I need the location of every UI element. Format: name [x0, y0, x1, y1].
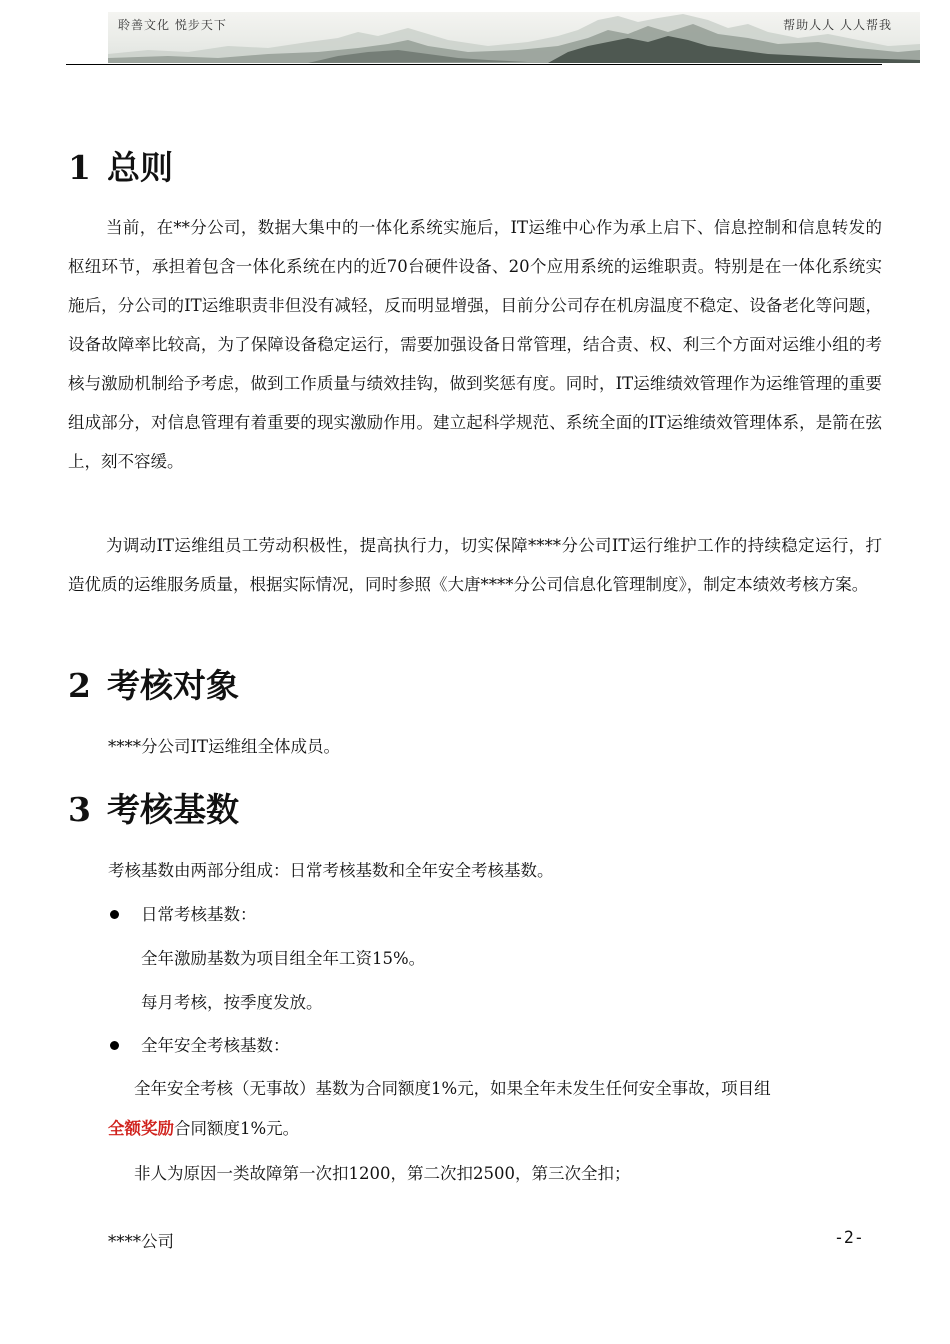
daily-base-line-2: 每月考核，按季度发放。	[141, 993, 323, 1012]
deduction-rule-line: 非人为原因一类故障第一次扣1200，第二次扣2500，第三次全扣；	[134, 1164, 631, 1183]
annual-safety-line-1: 全年安全考核（无事故）基数为合同额度1%元，如果全年未发生任何安全事故，项目组	[134, 1079, 771, 1098]
full-reward-highlight: 全额奖励	[108, 1119, 174, 1138]
banner-left-slogan: 聆善文化 悦步天下	[118, 18, 227, 32]
assessment-target-text: ****分公司IT运维组全体成员。	[108, 737, 341, 756]
section-heading-1	[68, 142, 173, 189]
section-number: 2	[68, 666, 91, 705]
header-banner	[108, 12, 920, 63]
base-intro-text: 考核基数由两部分组成：日常考核基数和全年安全考核基数。	[108, 861, 554, 880]
section-title: 总则	[106, 148, 173, 187]
paragraph-purpose: 为调动IT运维组员工劳动积极性，提高执行力，切实保障****分公司IT运行维护工作的持续稳定运行，打造优质的运维服务质量，根据实际情况，同时参照《大唐****分公司信息化管理制度》，制定本绩效考核方案。	[68, 536, 882, 594]
bullet-icon	[110, 1041, 119, 1050]
section-number: 1	[68, 148, 91, 187]
annual-safety-line-2	[108, 1117, 299, 1141]
page-number: -2-	[834, 1228, 864, 1247]
section-title: 考核基数	[106, 790, 239, 829]
bullet-daily-base: 日常考核基数：	[141, 905, 257, 924]
daily-base-line-1: 全年激励基数为项目组全年工资15%。	[141, 949, 426, 968]
section-number: 3	[68, 790, 91, 829]
paragraph-overview: 当前，在**分公司，数据大集中的一体化系统实施后，IT运维中心作为承上启下、信息控制和信息转发的枢纽环节，承担着包含一体化系统在内的近70台硬件设备、20个应用系统的运维职责。特别是在一体化系统实施后，分公司的IT运维职责非但没有减轻，反而明显增强，目前分公司存在机房温度不稳定、设备老化等问题，设备故障率比较高，为了保障设备稳定运行，需要加强设备日常管理，结合责、权、利三个方面对运维小组的考核与激励机制给予考虑，做到工作质量与绩效挂钩，做到奖惩有度。同时，IT运维绩效管理作为运维管理的重要组成部分，对信息管理有着重要的现实激励作用。建立起科学规范、系统全面的IT运维绩效管理体系，是箭在弦上，刻不容缓。	[68, 218, 882, 471]
section-heading-3	[68, 784, 239, 831]
section-title: 考核对象	[106, 666, 239, 705]
section-heading-2	[68, 660, 239, 707]
header-rule	[66, 64, 882, 65]
bullet-annual-safety-base: 全年安全考核基数：	[141, 1036, 290, 1055]
annual-safety-line-2-rest: 合同额度1%元。	[174, 1119, 300, 1138]
banner-right-slogan: 帮助人人 人人帮我	[783, 18, 892, 32]
footer-company: ****公司	[108, 1232, 174, 1251]
bullet-icon	[110, 910, 119, 919]
